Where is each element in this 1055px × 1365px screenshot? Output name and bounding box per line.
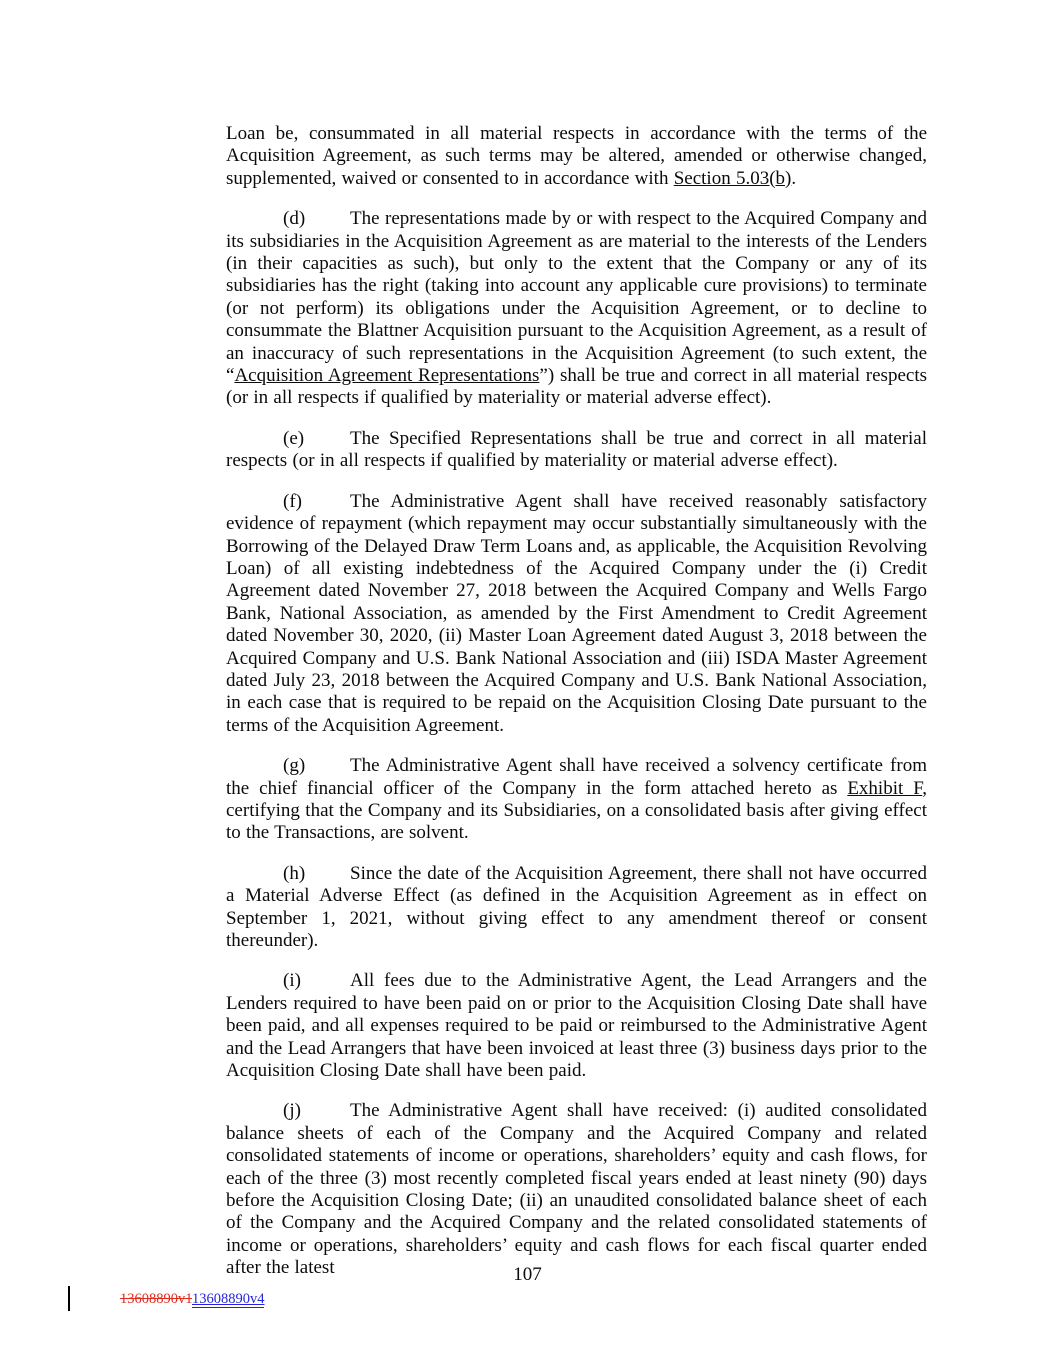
paragraph-h	[226, 863, 927, 953]
paragraph-d	[226, 208, 927, 410]
text-run: All fees due to the Administrative Agent, the Lead Arrangers and the Lenders required to have been paid on or prior to the Acquisition Closing Date shall have been paid, and all expenses required to be paid or reimbursed to the Administrative Agent and the Lead Arrangers that have been invoiced at least three (3) business days prior to the Acquisition Closing Date shall have been paid.	[226, 970, 927, 1082]
paragraph-g	[226, 755, 927, 845]
text-run: The Administrative Agent shall have received: (i) audited consolidated balance sheets of each of the Company and the Acquired Company and related consolidated statements of income or operations, shareholders’ equity and cash flows, for each of the three (3) most recently completed fiscal years ended at least ninety (90) days before the Acquisition Closing Date; (ii) an unaudited consolidated balance sheet of each of the Company and the Acquired Company and the related consolidated statements of income or operations, shareholders’ equity and cash flows for each fiscal quarter ended after the latest	[226, 1100, 927, 1279]
text-run: Loan be, consummated in all material respects in accordance with the terms of the Acquisition Agreement, as such terms may be altered, amended or otherwise changed, supplemented, waived or consented to in accordance with	[226, 123, 927, 189]
paragraph-f	[226, 491, 927, 737]
change-bar	[68, 1286, 70, 1311]
paragraph-continuation	[226, 123, 927, 190]
text-run: The representations made by or with respect to the Acquired Company and its subsidiaries in the Acquisition Agreement as are material to the interests of the Lenders (in their capacities as such), but only to the extent that the Company or any of its subsidiaries has the right (taking into account any applicable cure provisions) to terminate (or not perform) its obligations under the Acquisition Agreement, or to decline to consummate the Blattner Acquisition pursuant to the Acquisition Agreement, as a result of an inaccuracy of such representations in the Acquisition Agreement (to such extent, the “	[226, 208, 927, 387]
deleted-doc-id: 13608890v1	[120, 1291, 192, 1307]
paragraph-label: (h)	[283, 862, 306, 884]
underlined-term: Acquisition Agreement Representations	[234, 365, 540, 387]
revision-stamp	[120, 1290, 264, 1308]
text-run: , certifying that the Company and its Subsidiaries, on a consolidated basis after giving effect to the Transactions, are solvent.	[226, 777, 927, 844]
paragraph-label: (f)	[283, 490, 302, 512]
paragraph-label: (d)	[283, 208, 306, 230]
paragraph-label: (e)	[283, 427, 305, 449]
text-run: The Specified Representations shall be true and correct in all material respects (or in all respects if qualified by materiality or material adverse effect).	[226, 427, 927, 472]
underlined-term: Exhibit F	[847, 777, 923, 799]
body-text	[226, 123, 927, 1298]
paragraph-i	[226, 970, 927, 1082]
text-run: The Administrative Agent shall have received reasonably satisfactory evidence of repayment (which repayment may occur substantially simultaneously with the Borrowing of the Delayed Draw Term Loans and, as applicable, the Acquisition Revolving Loan) of all existing indebtedness of the Acquired Company under the (i) Credit Agreement dated November 27, 2018 between the Acquired Company and Wells Fargo Bank, National Association, as amended by the First Amendment to Credit Agreement dated November 30, 2020, (ii) Master Loan Agreement dated August 3, 2018 between the Acquired Company and U.S. Bank National Association and (iii) ISDA Master Agreement dated July 23, 2018 between the Acquired Company and U.S. Bank National Association, in each case that is required to be repaid on the Acquisition Closing Date pursuant to the terms of the Acquisition Agreement.	[226, 490, 927, 736]
underlined-term: Section 5.03(b)	[673, 167, 792, 189]
text-run: The Administrative Agent shall have received a solvency certificate from the chief financial officer of the Company in the form attached hereto as	[226, 755, 927, 799]
text-run: ”) shall be true and correct in all material respects (or in all respects if qualified by materiality or material adverse effect).	[226, 365, 927, 409]
paragraph-label: (j)	[283, 1100, 301, 1122]
page-number: 107	[513, 1264, 542, 1285]
paragraph-label: (i)	[283, 970, 301, 992]
text-run: .	[791, 167, 797, 189]
text-run: Since the date of the Acquisition Agreement, there shall not have occurred a Material Adverse Effect (as defined in the Acquisition Agreement as in effect on September 1, 2021, without giving effect to any amendment thereof or consent thereunder).	[226, 862, 927, 951]
paragraph-label: (g)	[283, 755, 306, 777]
paragraph-e	[226, 428, 927, 473]
paragraph-j	[226, 1100, 927, 1279]
inserted-doc-id: 13608890v4	[191, 1291, 265, 1307]
